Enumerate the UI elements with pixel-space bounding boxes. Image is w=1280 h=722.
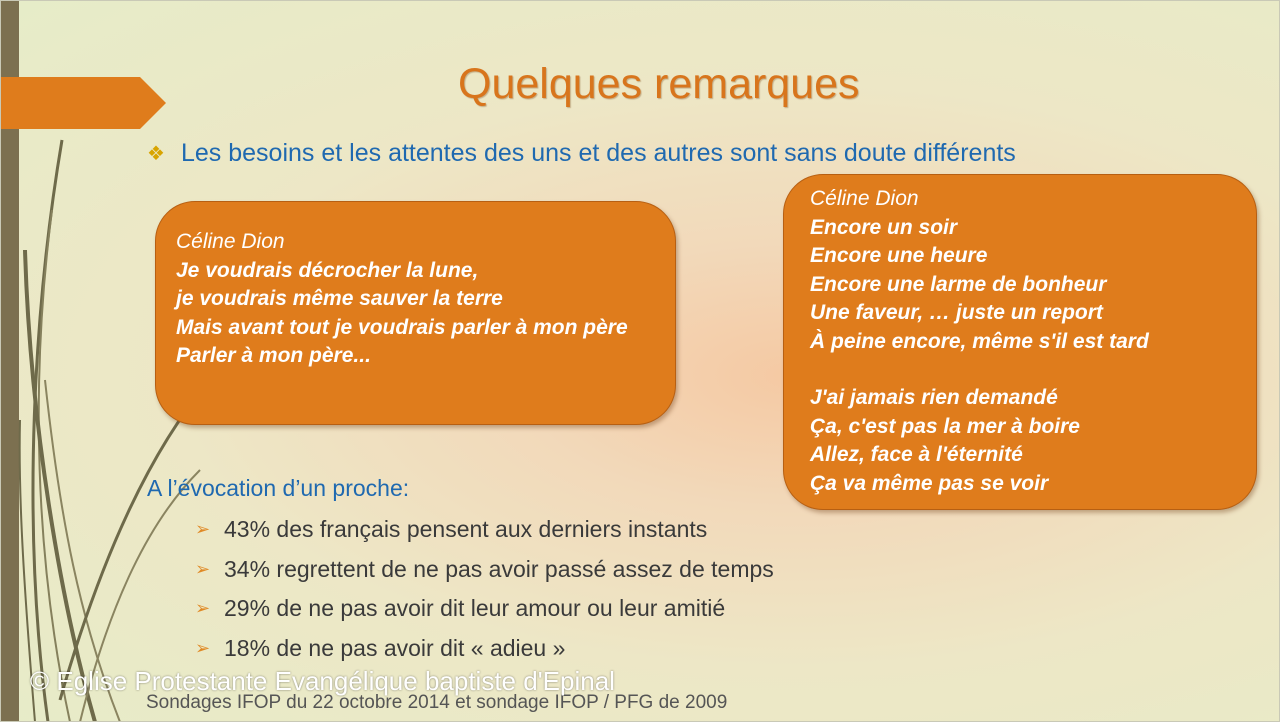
lyric-line: Parler à mon père... bbox=[176, 344, 371, 367]
lyric-line: Encore un soir bbox=[810, 215, 958, 239]
arrow-bullet-icon: ➢ bbox=[195, 637, 211, 658]
stat-text: 43% des français pensent aux derniers instants bbox=[224, 516, 708, 543]
lyric-line: Une faveur, … juste un report bbox=[810, 301, 1103, 324]
diamond-bullet-icon: ❖ bbox=[147, 143, 165, 165]
lyric-line: J'ai jamais rien demandé bbox=[810, 386, 1058, 409]
list-item bbox=[195, 629, 774, 669]
artist-name: Céline Dion bbox=[176, 230, 285, 253]
arrow-bullet-icon: ➢ bbox=[195, 598, 211, 619]
stat-text: 34% regrettent de ne pas avoir passé assez de temps bbox=[224, 555, 774, 582]
lyric-line: Encore une heure bbox=[810, 244, 988, 267]
lyric-line: Mais avant tout je voudrais parler à mon père bbox=[176, 315, 628, 339]
list-item bbox=[195, 589, 774, 629]
main-bullet bbox=[147, 139, 1047, 167]
title-tab-arrow bbox=[0, 77, 166, 129]
lyric-line: Encore une larme de bonheur bbox=[810, 272, 1107, 296]
copyright-watermark: © Eglise Protestante Evangélique baptiste d'Epinal bbox=[30, 666, 615, 696]
lyric-line: À peine encore, même s'il est tard bbox=[810, 329, 1149, 353]
lyric-line: Ça va même pas se voir bbox=[810, 471, 1049, 495]
section-subheading: A l’évocation d’un proche: bbox=[147, 475, 410, 501]
stat-text: 18% de ne pas avoir dit « adieu » bbox=[224, 634, 566, 661]
lyrics-box-left bbox=[155, 201, 676, 425]
arrow-bullet-icon: ➢ bbox=[195, 558, 211, 579]
arrow-bullet-icon: ➢ bbox=[195, 519, 211, 540]
lyrics-box-right bbox=[783, 174, 1257, 510]
lyric-line: je voudrais même sauver la terre bbox=[176, 287, 503, 310]
lyric-line: Je voudrais décrocher la lune, bbox=[176, 258, 479, 282]
stat-text: 29% de ne pas avoir dit leur amour ou leur amitié bbox=[224, 595, 726, 622]
main-bullet-text: Les besoins et les attentes des uns et des autres sont sans doute différents bbox=[181, 139, 1016, 167]
list-item bbox=[195, 550, 774, 590]
source-footnote: Sondages IFOP du 22 octobre 2014 et sondage IFOP / PFG de 2009 bbox=[146, 692, 728, 713]
artist-name: Céline Dion bbox=[810, 187, 919, 210]
lyric-line: Ça, c'est pas la mer à boire bbox=[810, 414, 1080, 438]
stats-list bbox=[195, 510, 774, 668]
stanza-gap bbox=[810, 356, 1236, 384]
slide-title: Quelques remarques bbox=[458, 60, 860, 108]
lyric-line: Allez, face à l'éternité bbox=[810, 443, 1023, 466]
list-item bbox=[195, 510, 774, 550]
